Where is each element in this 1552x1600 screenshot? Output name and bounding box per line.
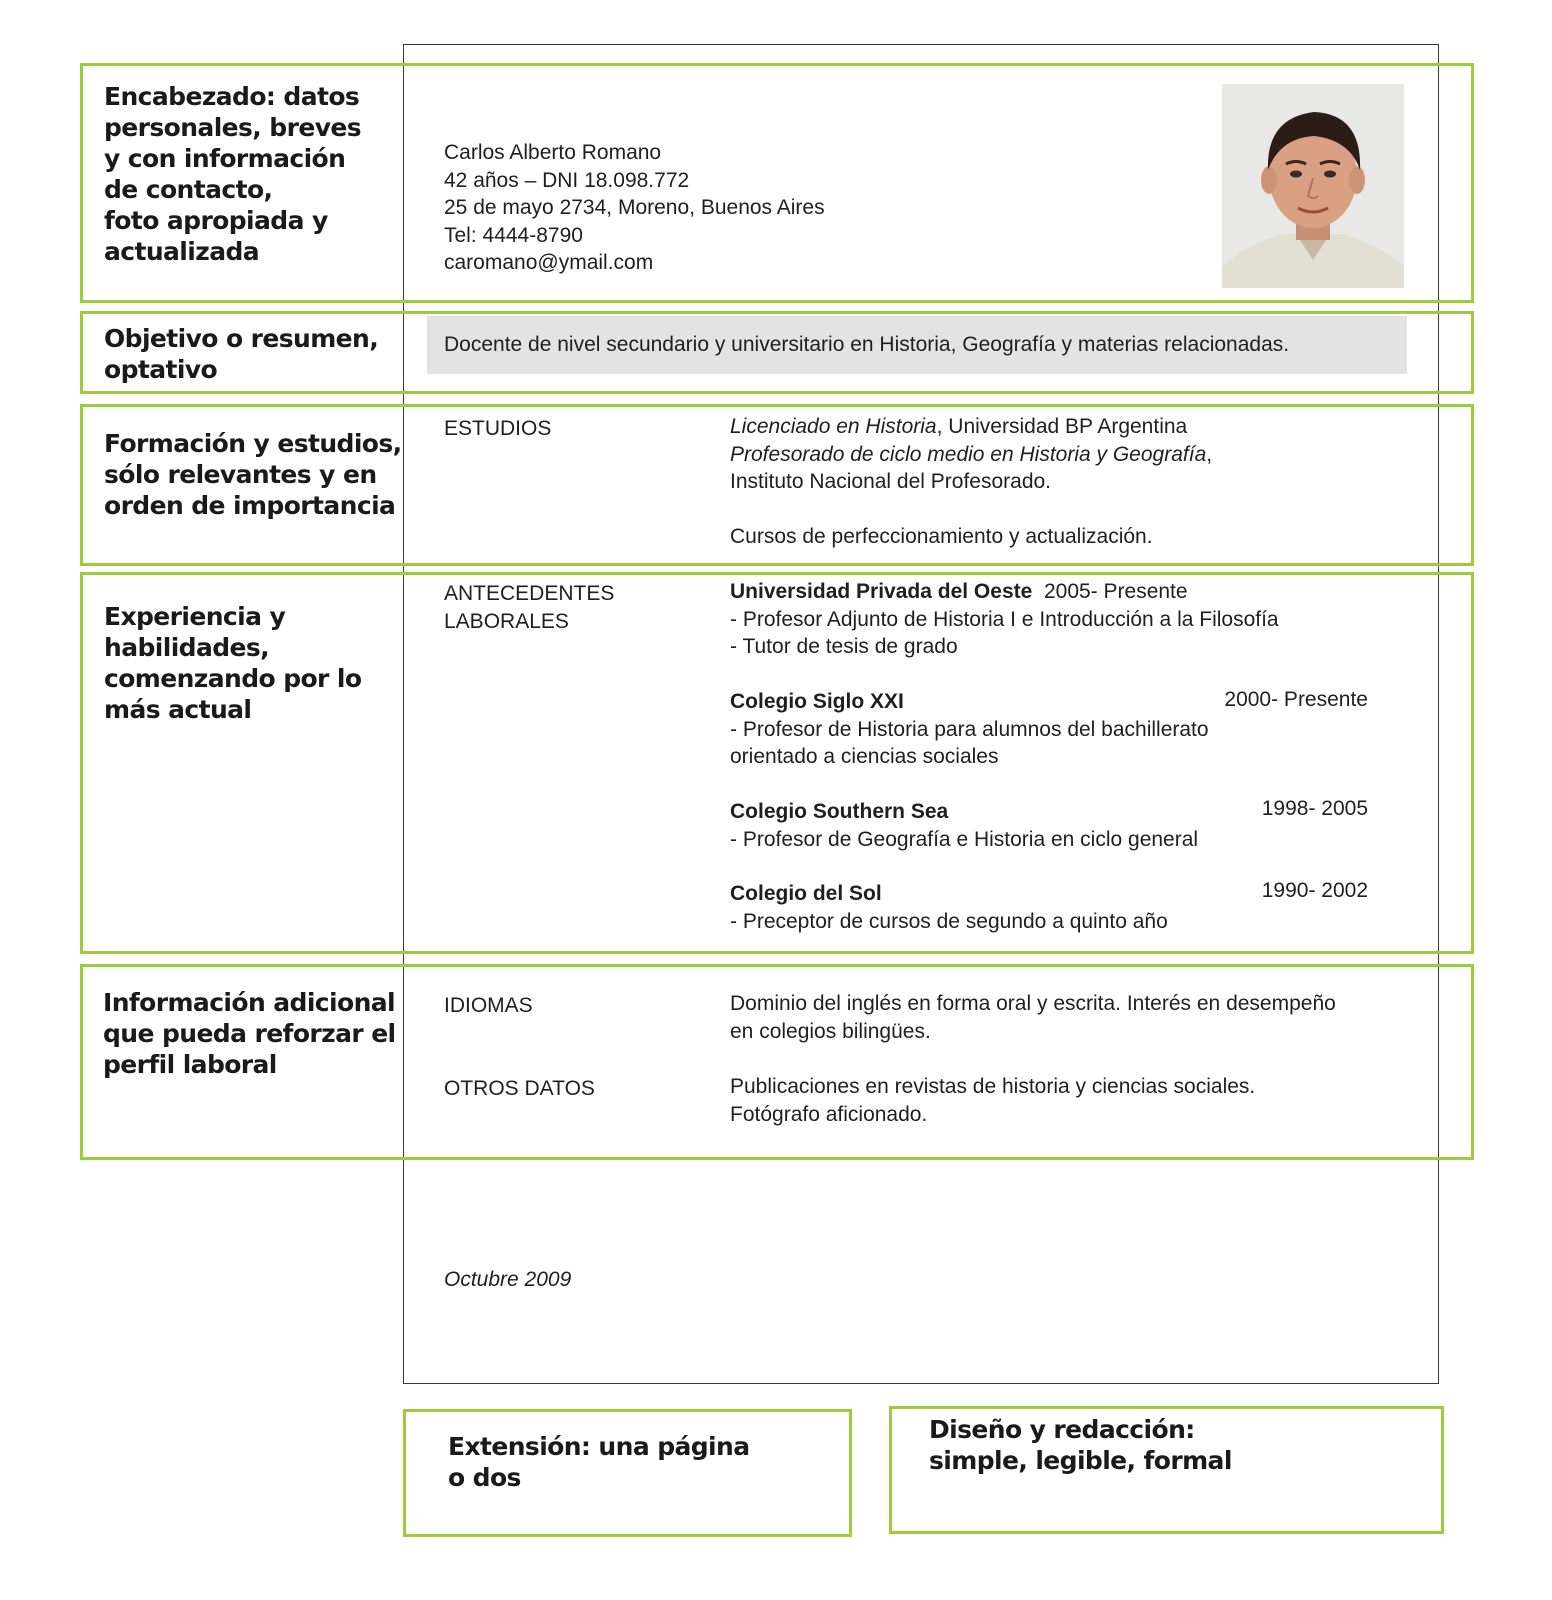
- languages-heading: IDIOMAS: [444, 994, 533, 1017]
- job-2: [730, 688, 1209, 771]
- languages-text: Dominio del inglés en forma oral y escrita. Interés en desempeño en colegios bilingües.: [730, 992, 1336, 1043]
- job-3: [730, 798, 1198, 853]
- job-duty: - Profesor de Historia para alumnos del bachillerato: [730, 717, 1209, 741]
- job-duty: - Profesor Adjunto de Historia I e Introducción a la Filosofía: [730, 607, 1279, 631]
- profile-photo: [1222, 84, 1404, 288]
- job-employer: Colegio Siglo XXI: [730, 690, 904, 713]
- cv-date: Octubre 2009: [444, 1268, 572, 1291]
- person-name: Carlos Alberto Romano: [444, 141, 662, 164]
- annotation-additional: Información adicional que pueda reforzar el perfil laboral: [103, 988, 396, 1079]
- education-degree-2: Profesorado de ciclo medio en Historia y Geografía,: [730, 442, 1213, 466]
- job-duty: - Preceptor de cursos de segundo a quinto año: [730, 909, 1168, 933]
- education-degree-1: Licenciado en Historia, Universidad BP Argentina: [730, 415, 1188, 438]
- annotation-extension: Extensión: una página o dos: [448, 1432, 750, 1492]
- job-employer: Colegio del Sol: [730, 882, 882, 905]
- annotation-design: Diseño y redacción: simple, legible, formal: [929, 1415, 1232, 1475]
- job-employer: Colegio Southern Sea: [730, 800, 949, 823]
- job-4: [730, 880, 1168, 935]
- job-duty: orientado a ciencias sociales: [730, 745, 999, 768]
- job-duty: - Tutor de tesis de grado: [730, 635, 958, 658]
- education-courses: Cursos de perfeccionamiento y actualización.: [730, 525, 1153, 548]
- annotation-objective: Objetivo o resumen, optativo: [104, 324, 379, 384]
- job-period: 2005- Presente: [1043, 580, 1188, 603]
- job-employer: Universidad Privada del Oeste: [730, 580, 1033, 603]
- annotation-experience: Experiencia y habilidades, comenzando por lo más actual: [104, 602, 362, 724]
- job-period: 2000- Presente: [1224, 688, 1368, 711]
- personal-data: [444, 139, 825, 277]
- experience-heading: ANTECEDENTES LABORALES: [444, 582, 615, 633]
- other-text: Publicaciones en revistas de historia y ciencias sociales. Fotógrafo aficionado.: [730, 1075, 1256, 1126]
- education-institution: Instituto Nacional del Profesorado.: [730, 470, 1052, 493]
- other-heading: OTROS DATOS: [444, 1077, 595, 1100]
- objective-text: Docente de nivel secundario y universitario en Historia, Geografía y materias relacionadas.: [444, 333, 1290, 356]
- person-age-id: 42 años – DNI 18.098.772: [444, 168, 690, 192]
- annotation-header: Encabezado: datos personales, breves y con información de contacto, foto apropiada y actualizada: [104, 82, 362, 266]
- job-1: [730, 578, 1279, 661]
- education-heading: ESTUDIOS: [444, 417, 552, 440]
- education-list: [730, 413, 1212, 551]
- job-duty: - Profesor de Geografía e Historia en ciclo general: [730, 827, 1199, 851]
- job-period: 1990- 2002: [1261, 879, 1368, 902]
- person-address: 25 de mayo 2734, Moreno, Buenos Aires: [444, 196, 825, 219]
- person-email: caromano@ymail.com: [444, 251, 654, 274]
- annotation-education: Formación y estudios, sólo relevantes y en orden de importancia: [104, 429, 402, 520]
- person-phone: Tel: 4444-8790: [444, 223, 583, 247]
- job-period: 1998- 2005: [1261, 797, 1368, 820]
